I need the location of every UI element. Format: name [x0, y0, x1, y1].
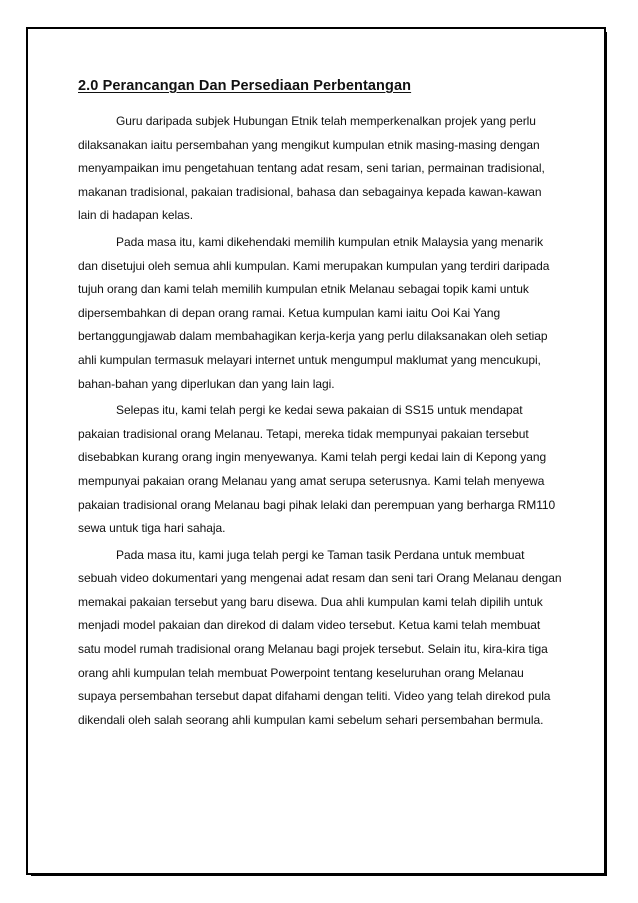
- paragraph: Pada masa itu, kami juga telah pergi ke Taman tasik Perdana untuk membuat sebuah video dokumentari yang mengenai adat resam dan seni tari Orang Melanau dengan memakai pakaian tersebut yang baru disewa. Dua ahli kumpulan kami telah dipilih untuk menjadi model pakaian dan direkod di dalam video tersebut. Ketua kami telah membuat satu model rumah tradisional orang Melanau bagi projek tersebut. Selain itu, kira-kira tiga orang ahli kumpulan telah membuat Powerpoint tentang keseluruhan orang Melanau supaya persembahan tersebut dapat difahami dengan teliti. Video yang telah direkod pula dikendali oleh salah seorang ahli kumpulan kami sebelum sehari persembahan bermula.: [78, 547, 562, 727]
- section-heading: 2.0 Perancangan Dan Persediaan Perbentangan: [78, 78, 412, 94]
- document-body: [78, 78, 562, 735]
- paragraph: Guru daripada subjek Hubungan Etnik telah memperkenalkan projek yang perlu dilaksanakan iaitu persembahan yang mengikut kumpulan etnik masing-masing dengan menyampaikan imu pengetahuan tentang adat resam, seni tarian, permainan tradisional, makanan tradisional, pakaian tradisional, bahasa dan sebagainya kepada kawan-kawan lain di hadapan kelas.: [78, 114, 545, 223]
- paragraph: Pada masa itu, kami dikehendaki memilih kumpulan etnik Malaysia yang menarik dan disetujui oleh semua ahli kumpulan. Kami merupakan kumpulan yang terdiri daripada tujuh orang dan kami telah memilih kumpulan etnik Melanau sebagai topik kami untuk dipersembahkan di depan orang ramai. Ketua kumpulan kami iaitu Ooi Kai Yang bertanggungjawab dalam membahagikan kerja-kerja yang perlu dilaksanakan oleh setiap ahli kumpulan termasuk melayari internet untuk mengumpul maklumat yang mencukupi, bahan-bahan yang diperlukan dan yang lain lagi.: [78, 234, 550, 391]
- paragraph: Selepas itu, kami telah pergi ke kedai sewa pakaian di SS15 untuk mendapat pakaian tradisional orang Melanau. Tetapi, mereka tidak mempunyai pakaian tersebut disebabkan kurang orang ingin menyewanya. Kami telah pergi kedai lain di Kepong yang mempunyai pakaian orang Melanau yang amat serupa seterusnya. Kami telah menyewa pakaian tradisional orang Melanau bagi pihak lelaki dan perempuan yang berharga RM110 sewa untuk tiga hari sahaja.: [78, 403, 556, 536]
